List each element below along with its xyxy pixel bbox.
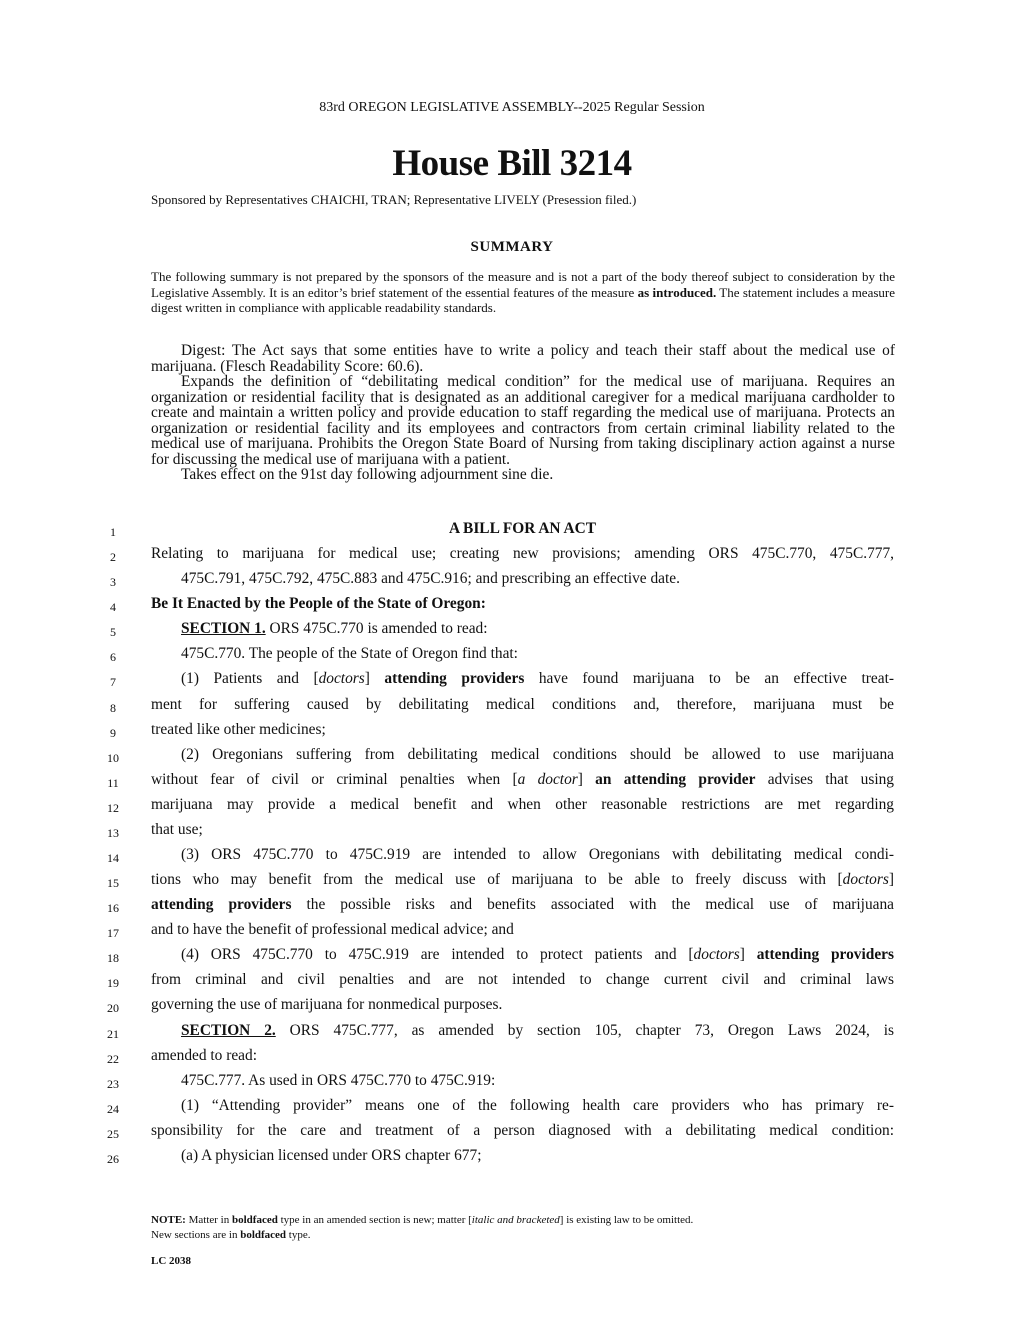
note-text-bold: boldfaced xyxy=(231,1214,278,1226)
bill-line-text: governing the use of marijuana for nonmedical purposes. xyxy=(151,996,503,1014)
bill-line-text: amended to read: xyxy=(151,1046,257,1064)
digest-paragraph: Takes effect on the 91st day following adjournment sine die. xyxy=(181,466,554,483)
digest-paragraph: Expands the definition of “debilitating medical condition” for the medical use of marijuana. Requires an organization or residential facility that is designated as an additional caregiver for a medical marijuana cardholder to create and maintain a written policy and provide education to staff regarding the medical use of marijuana. Protects an organization or residential facility and its employees and contractors from certain criminal liability related to the medical use of marijuana. Prohibits the Oregon State Board of Nursing from taking disciplinary action against a nurse for discussing the medical use of marijuana with a patient. xyxy=(151,373,895,468)
bill-line xyxy=(0,642,1024,667)
bill-line-text: Relating to marijuana for medical use; creating new provisions; amending ORS 475C.770, 475C.777, xyxy=(151,545,894,563)
session-header: 83rd OREGON LEGISLATIVE ASSEMBLY--2025 Regular Session xyxy=(319,100,705,115)
bill-line xyxy=(0,918,1024,943)
line-number: 4 xyxy=(110,600,116,615)
new-text: attending providers xyxy=(756,946,894,964)
bill-line xyxy=(0,1094,1024,1119)
section-heading: SECTION 1. xyxy=(181,620,266,638)
bill-line-text: the possible risks and benefits associated with the medical use of marijuana xyxy=(291,896,895,914)
deleted-text: a doctor xyxy=(517,770,578,788)
bill-line-text: tions who may benefit from the medical use of marijuana to be able to freely discuss with [ xyxy=(151,871,843,889)
bill-line xyxy=(0,943,1024,968)
line-number: 7 xyxy=(110,675,116,690)
line-number: 21 xyxy=(107,1026,119,1041)
deleted-text: doctors xyxy=(318,670,365,688)
line-number: 3 xyxy=(110,575,116,590)
bill-line xyxy=(0,1019,1024,1044)
bill-line-text: 475C.777. As used in ORS 475C.770 to 475C.919: xyxy=(181,1071,496,1089)
bill-line xyxy=(0,768,1024,793)
bill-line-text: treated like other medicines; xyxy=(151,720,326,738)
bill-line-text: sponsibility for the care and treatment of a person diagnosed with a debilitating medical condition: xyxy=(151,1121,894,1139)
line-number: 9 xyxy=(110,725,116,740)
bill-line-text: without fear of civil or criminal penalties when [ xyxy=(151,770,518,788)
deleted-text: doctors xyxy=(842,871,889,889)
bill-line-text: advises that using xyxy=(755,770,894,788)
bill-line xyxy=(0,718,1024,743)
note-text: ] is existing law to be omitted. xyxy=(559,1214,694,1226)
bill-line-text xyxy=(181,670,894,688)
bill-line-text: ] xyxy=(739,946,757,964)
lc-number: LC 2038 xyxy=(151,1255,192,1267)
line-number: 1 xyxy=(110,525,116,539)
bill-line-text: marijuana may provide a medical benefit and when other reasonable restrictions are met regarding xyxy=(151,795,894,813)
sponsors-line: Sponsored by Representatives CHAICHI, TRAN; Representative LIVELY (Presession filed.) xyxy=(151,192,637,207)
bill-line-text: (3) ORS 475C.770 to 475C.919 are intended to allow Oregonians with debilitating medical condi- xyxy=(181,846,894,864)
bill-line xyxy=(0,818,1024,843)
note-line xyxy=(151,1228,911,1243)
note-label: NOTE: xyxy=(151,1214,186,1226)
note-text: type in an amended section is new; matter [ xyxy=(277,1214,472,1226)
line-number: 2 xyxy=(110,550,116,565)
bill-line-text: (4) ORS 475C.770 to 475C.919 are intended to protect patients and [ xyxy=(181,946,694,964)
bill-line xyxy=(0,693,1024,718)
line-number: 17 xyxy=(107,926,119,941)
bill-line-text: (1) Patients and [ xyxy=(181,670,319,688)
bill-line xyxy=(0,1144,1024,1169)
bill-line xyxy=(0,1069,1024,1094)
summary-intro-text: The following summary is not prepared by the sponsors of the measure and is not a part of the body thereof subject to consideration by the Legislative Assembly. It is an editor’s brief statement of the essential features of the measure xyxy=(151,269,895,300)
line-number: 12 xyxy=(107,800,119,815)
bill-line xyxy=(0,868,1024,893)
bill-line xyxy=(0,617,1024,642)
new-text: attending providers xyxy=(384,670,525,688)
bill-line xyxy=(0,1119,1024,1144)
bill-line xyxy=(0,517,1024,542)
bill-act-heading: A BILL FOR AN ACT xyxy=(448,520,597,537)
bill-line xyxy=(0,667,1024,692)
note-text: New sections are in xyxy=(151,1229,241,1241)
line-number: 5 xyxy=(110,625,116,640)
summary-intro-text-2: The statement includes a measure digest written in compliance with applicable readability standards. xyxy=(151,284,896,315)
line-number: 8 xyxy=(110,700,116,715)
note-text: type. xyxy=(286,1229,311,1241)
bill-line xyxy=(0,968,1024,993)
bill-line-text: 475C.791, 475C.792, 475C.883 and 475C.916; and prescribing an effective date. xyxy=(181,570,680,588)
line-number: 15 xyxy=(107,876,119,891)
line-number: 10 xyxy=(107,750,119,765)
bill-line-text: ORS 475C.770 is amended to read: xyxy=(265,620,488,638)
bill-line xyxy=(0,542,1024,567)
bill-line xyxy=(0,993,1024,1018)
bill-line-text xyxy=(181,620,894,638)
line-number: 25 xyxy=(107,1126,119,1141)
line-number: 24 xyxy=(107,1101,119,1116)
line-number: 16 xyxy=(107,901,119,916)
line-number: 13 xyxy=(107,825,119,840)
deleted-text: doctors xyxy=(693,946,740,964)
bill-line-text: from criminal and civil penalties and are not intended to change current civil and criminal laws xyxy=(151,971,894,989)
bill-line xyxy=(0,743,1024,768)
bill-line-text: (1) “Attending provider” means one of the following health care providers who has primary re- xyxy=(181,1096,894,1114)
line-number: 22 xyxy=(107,1051,119,1066)
digest-paragraph: Digest: The Act says that some entities have to write a policy and teach their staff about the medical use of marijuana. (Flesch Readability Score: 60.6). xyxy=(151,342,895,375)
bill-line xyxy=(0,592,1024,617)
bill-line xyxy=(0,1044,1024,1069)
summary-intro xyxy=(151,269,895,316)
bill-line-text: 475C.770. The people of the State of Oregon find that: xyxy=(181,645,518,663)
bill-line xyxy=(0,893,1024,918)
line-number: 19 xyxy=(107,976,119,991)
line-number: 6 xyxy=(110,650,116,665)
note-text: Matter in xyxy=(185,1214,232,1226)
digest xyxy=(151,343,895,483)
bill-title: House Bill 3214 xyxy=(392,143,632,184)
bill-line xyxy=(0,793,1024,818)
bill-line-text xyxy=(181,946,894,964)
summary-intro-bold: as introduced. xyxy=(637,284,717,300)
bill-line-text xyxy=(151,771,894,789)
note-line xyxy=(151,1213,911,1228)
summary-heading: SUMMARY xyxy=(470,239,554,255)
line-number: 11 xyxy=(107,775,119,790)
bill-line-text xyxy=(181,1022,894,1040)
line-number: 26 xyxy=(107,1151,119,1166)
line-number: 14 xyxy=(107,851,119,866)
bill-line-text: ] xyxy=(364,670,385,688)
line-number: 18 xyxy=(107,951,119,966)
bill-line-text: ORS 475C.777, as amended by section 105, chapter 73, Oregon Laws 2024, is xyxy=(275,1021,894,1039)
line-number: 23 xyxy=(107,1076,119,1091)
bill-line-text: ] xyxy=(577,770,596,788)
bill-line xyxy=(0,567,1024,592)
bill-line-text xyxy=(151,896,894,914)
note-text-italic: italic and bracketed xyxy=(471,1214,560,1226)
bill-line-text: ment for suffering caused by debilitating medical conditions and, therefore, marijuana must be xyxy=(151,695,894,713)
bill-line-text xyxy=(151,871,894,889)
enacting-clause: Be It Enacted by the People of the State of Oregon: xyxy=(151,595,486,613)
bill-line-text: and to have the benefit of professional medical advice; and xyxy=(151,921,514,939)
footer-note xyxy=(151,1213,911,1243)
bill-line-text: ] xyxy=(888,871,894,889)
new-text: an attending provider xyxy=(595,770,756,788)
section-heading: SECTION 2. xyxy=(181,1021,276,1039)
bill-text xyxy=(0,517,1024,1169)
bill-line-text: (2) Oregonians suffering from debilitating medical conditions should be allowed to use marijuana xyxy=(181,745,894,763)
bill-line-text: (a) A physician licensed under ORS chapter 677; xyxy=(181,1146,482,1164)
bill-line-text: that use; xyxy=(151,820,203,838)
bill-line-text: have found marijuana to be an effective treat- xyxy=(524,670,894,688)
bill-line xyxy=(0,843,1024,868)
new-text: attending providers xyxy=(151,896,292,914)
line-number: 20 xyxy=(107,1001,119,1016)
note-text-bold: boldfaced xyxy=(240,1229,287,1241)
